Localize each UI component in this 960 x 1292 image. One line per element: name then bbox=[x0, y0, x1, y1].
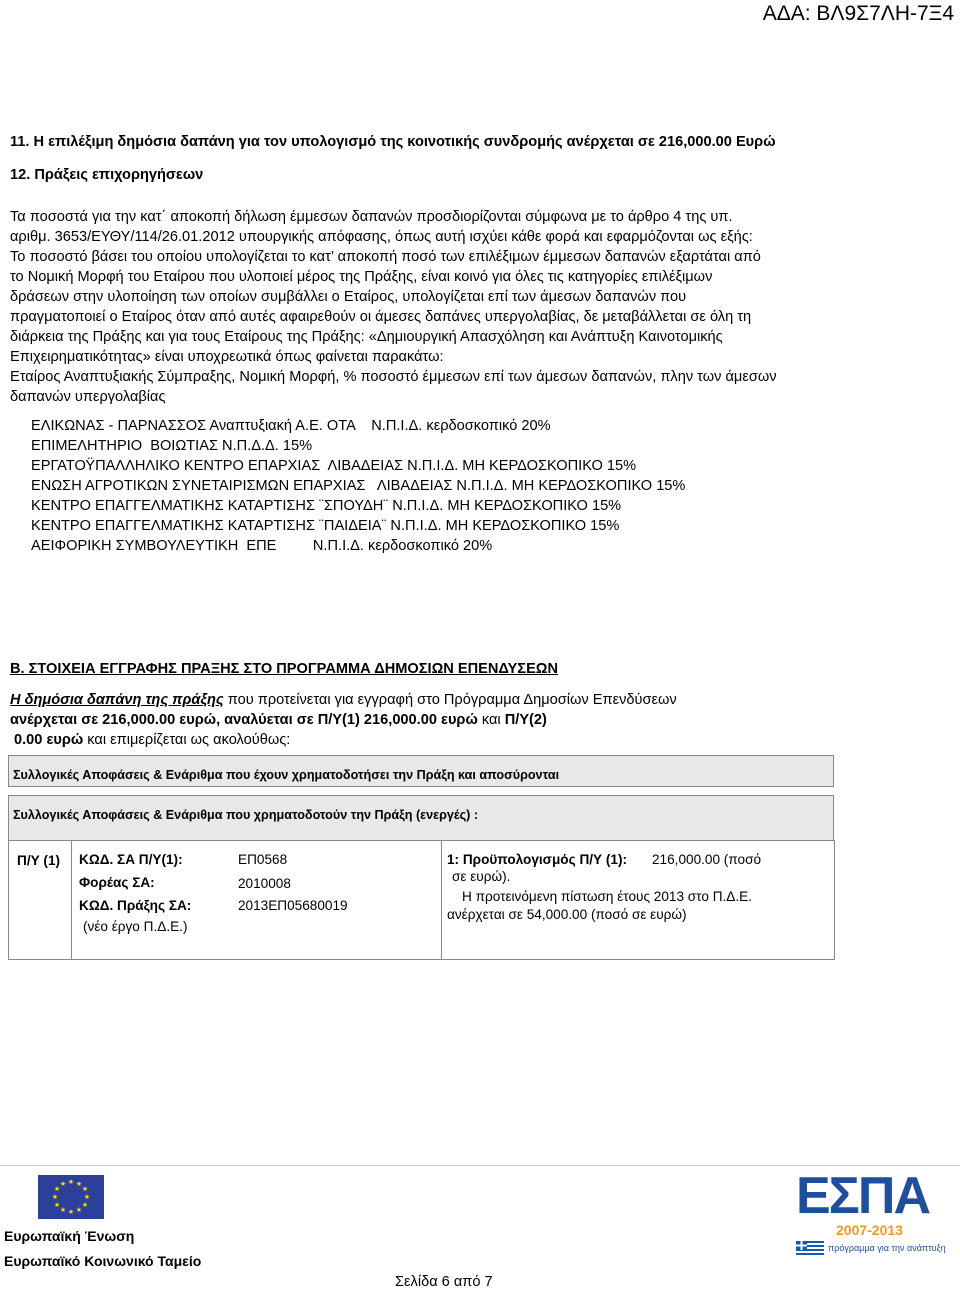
kod-sa-label: ΚΩΔ. ΣΑ Π/Υ(1): bbox=[79, 852, 183, 867]
kod-praxis-label: ΚΩΔ. Πράξης ΣΑ: bbox=[79, 898, 192, 913]
eu-label-1: Ευρωπαϊκή Ένωση bbox=[4, 1228, 135, 1244]
paragraph-line: Το ποσοστό βάσει του οποίου υπολογίζεται το κατ’ αποκοπή ποσό των επιλέξιμων έμμεσων δαπανών εξαρτάται από bbox=[10, 249, 761, 265]
paragraph-line: Τα ποσοστά για την κατ΄ αποκοπή δήλωση έμμεσων δαπανών προσδιορίζονται σύμφωνα με το άρθρο 4 της υπ. bbox=[10, 209, 733, 225]
py1-row bbox=[8, 840, 835, 960]
partner-list bbox=[31, 416, 685, 556]
credit-line-1: Η προτεινόμενη πίστωση έτους 2013 στο Π.Δ.Ε. bbox=[462, 889, 752, 904]
section-11-text: 11. Η επιλέξιμη δημόσια δαπάνη για τον υπολογισμό της κοινοτικής συνδρομής ανέρχεται σε 216,000.00 Ευρώ bbox=[10, 134, 776, 150]
active-decisions-label: Συλλογικές Αποφάσεις & Ενάριθμα που χρηματοδοτούν την Πράξη (ενεργές) : bbox=[13, 808, 479, 822]
amount-split-text: και επιμερίζεται ως ακολούθως: bbox=[83, 732, 291, 748]
paragraph-line: αριθμ. 3653/ΕΥΘΥ/114/26.01.2012 υπουργικής απόφασης, όπως αυτή ισχύει κάθε φορά και εφαρμόζονται ως εξής: bbox=[10, 229, 753, 245]
intro-emphasis: Η δημόσια δαπάνη της πράξης bbox=[10, 692, 224, 708]
amount-py1: , αναλύεται σε Π/Υ(1) 216,000.00 ευρώ bbox=[216, 712, 478, 728]
svg-text:★: ★ bbox=[53, 1185, 61, 1193]
svg-text:★: ★ bbox=[83, 1193, 91, 1201]
svg-text:★: ★ bbox=[81, 1185, 89, 1193]
kod-sa-value: ΕΠ0568 bbox=[238, 852, 288, 867]
amount-and: και bbox=[477, 712, 505, 728]
credit-line-2: ανέρχεται σε 54,000.00 (ποσό σε ευρώ) bbox=[447, 907, 687, 922]
greek-flag-icon bbox=[796, 1241, 824, 1257]
paragraph-line: Εταίρος Αναπτυξιακής Σύμπραξης, Νομική Μορφή, % ποσοστό έμμεσων επί των άμεσων δαπανών, πλην των άμεσων bbox=[10, 369, 777, 385]
partner-item: ΕΝΩΣΗ ΑΓΡΟΤΙΚΩΝ ΣΥΝΕΤΑΙΡΙΣΜΩΝ ΕΠΑΡΧΙΑΣ ΛΙΒΑΔΕΙΑΣ Ν.Π.Ι.Δ. ΜΗ ΚΕΡΔΟΣΚΟΠΙΚΟ 15% bbox=[31, 478, 686, 494]
partner-item: ΕΛΙΚΩΝΑΣ - ΠΑΡΝΑΣΣΟΣ Αναπτυξιακή Α.Ε. ΟΤΑ Ν.Π.Ι.Δ. κερδοσκοπικό 20% bbox=[31, 418, 551, 434]
section-b-amounts-2 bbox=[14, 730, 290, 750]
svg-text:★: ★ bbox=[75, 1206, 83, 1214]
svg-text:★: ★ bbox=[53, 1201, 61, 1209]
eu-flag-icon bbox=[38, 1175, 104, 1219]
svg-text:★: ★ bbox=[51, 1193, 59, 1201]
budget-value: 216,000.00 (ποσό bbox=[652, 852, 762, 867]
ada-code: ΑΔΑ: ΒΛ9Σ7ΛΗ-7Ξ4 bbox=[762, 2, 954, 25]
budget-label: 1: Προϋπολογισμός Π/Υ (1): bbox=[447, 852, 628, 867]
partner-item: ΕΠΙΜΕΛΗΤΗΡΙΟ ΒΟΙΩΤΙΑΣ Ν.Π.Δ.Δ. 15% bbox=[31, 438, 313, 454]
kod-praxis-value: 2013ΕΠ05680019 bbox=[238, 898, 348, 913]
partner-item: ΕΡΓΑΤΟΫΠΑΛΛΗΛΙΚΟ ΚΕΝΤΡΟ ΕΠΑΡΧΙΑΣ ΛΙΒΑΔΕΙΑΣ Ν.Π.Ι.Δ. ΜΗ ΚΕΡΔΟΣΚΟΠΙΚΟ 15% bbox=[31, 458, 637, 474]
espa-logo-text: ΕΣΠΑ bbox=[796, 1167, 929, 1225]
svg-text:★: ★ bbox=[59, 1180, 67, 1188]
section-12-title: 12. Πράξεις επιχορηγήσεων bbox=[10, 167, 204, 183]
svg-text:★: ★ bbox=[67, 1208, 75, 1216]
active-decisions-row bbox=[8, 795, 834, 841]
section-b-intro bbox=[10, 690, 677, 710]
foreas-label: Φορέας ΣΑ: bbox=[79, 875, 155, 890]
svg-text:★: ★ bbox=[75, 1180, 83, 1188]
intro-rest: που προτείνεται για εγγραφή στο Πρόγραμμα Δημοσίων Επενδύσεων bbox=[223, 692, 677, 708]
withdrawn-decisions-label: Συλλογικές Αποφάσεις & Ενάριθμα που έχουν χρηματοδοτήσει την Πράξη και αποσύρονται bbox=[13, 768, 560, 782]
paragraph-line: πραγματοποιεί ο Εταίρος όταν από αυτές αφαιρεθούν οι άμεσες δαπάνες υπεργολαβίας, δε μεταβάλλεται σε όλη τη bbox=[10, 309, 752, 325]
section-12-paragraph bbox=[10, 207, 955, 407]
partner-item: ΚΕΝΤΡΟ ΕΠΑΓΓΕΛΜΑΤΙΚΗΣ ΚΑΤΑΡΤΙΣΗΣ ¨ΣΠΟΥΔΗ¨ Ν.Π.Ι.Δ. ΜΗ ΚΕΡΔΟΣΚΟΠΙΚΟ 15% bbox=[31, 498, 622, 514]
section-b-title: Β. ΣΤΟΙΧΕΙΑ ΕΓΓΡΑΦΗΣ ΠΡΑΞΗΣ ΣΤΟ ΠΡΟΓΡΑΜΜΑ ΔΗΜΟΣΙΩΝ ΕΠΕΝΔΥΣΕΩΝ bbox=[10, 661, 559, 677]
paragraph-line: δαπανών υπεργολαβίας bbox=[10, 389, 166, 405]
withdrawn-decisions-row bbox=[8, 755, 834, 787]
amount-py2-label: Π/Υ(2) bbox=[504, 712, 547, 728]
page-number: Σελίδα 6 από 7 bbox=[395, 1274, 493, 1290]
footer-divider bbox=[0, 1165, 960, 1166]
espa-logo-years: 2007-2013 bbox=[836, 1222, 903, 1238]
neo-ergo-note: (νέο έργο Π.Δ.Ε.) bbox=[83, 919, 188, 934]
paragraph-line: Επιχειρηματικότητας» είναι υποχρεωτικά όπως φαίνεται παρακάτω: bbox=[10, 349, 444, 365]
espa-logo bbox=[796, 1167, 946, 1258]
svg-text:★: ★ bbox=[59, 1206, 67, 1214]
paragraph-line: διάρκεια της Πράξης και για τους Εταίρους της Πράξης: «Δημιουργική Απασχόληση και Ανάπτυξη Καινοτομικής bbox=[10, 329, 723, 345]
amount-total: ανέρχεται σε 216,000.00 ευρώ bbox=[10, 712, 217, 728]
budget-cont: σε ευρώ). bbox=[452, 869, 511, 884]
partner-item: ΚΕΝΤΡΟ ΕΠΑΓΓΕΛΜΑΤΙΚΗΣ ΚΑΤΑΡΤΙΣΗΣ ¨ΠΑΙΔΕΙΑ¨ Ν.Π.Ι.Δ. ΜΗ ΚΕΡΔΟΣΚΟΠΙΚΟ 15% bbox=[31, 518, 620, 534]
amount-py2: 0.00 ευρώ bbox=[14, 732, 84, 748]
partner-item: ΑΕΙΦΟΡΙΚΗ ΣΥΜΒΟΥΛΕΥΤΙΚΗ ΕΠΕ Ν.Π.Ι.Δ. κερδοσκοπικό 20% bbox=[31, 538, 493, 554]
paragraph-line: το Νομική Μορφή του Εταίρου που υλοποιεί μέρος της Πράξης, είναι κοινό για όλες τις κατηγορίες επιλέξιμων bbox=[10, 269, 713, 285]
foreas-value: 2010008 bbox=[238, 876, 291, 891]
eu-label-2: Ευρωπαϊκό Κοινωνικό Ταμείο bbox=[4, 1253, 202, 1269]
svg-text:★: ★ bbox=[67, 1178, 75, 1186]
section-b-amounts bbox=[10, 710, 547, 730]
svg-text:★: ★ bbox=[81, 1201, 89, 1209]
py1-label: Π/Υ (1) bbox=[17, 853, 61, 868]
espa-logo-slogan: πρόγραμμα για την ανάπτυξη bbox=[828, 1243, 946, 1253]
paragraph-line: δράσεων στην υλοποίηση των οποίων συμβάλλει ο Εταίρος, υπολογίζεται επί των άμεσων δαπανών που bbox=[10, 289, 687, 305]
